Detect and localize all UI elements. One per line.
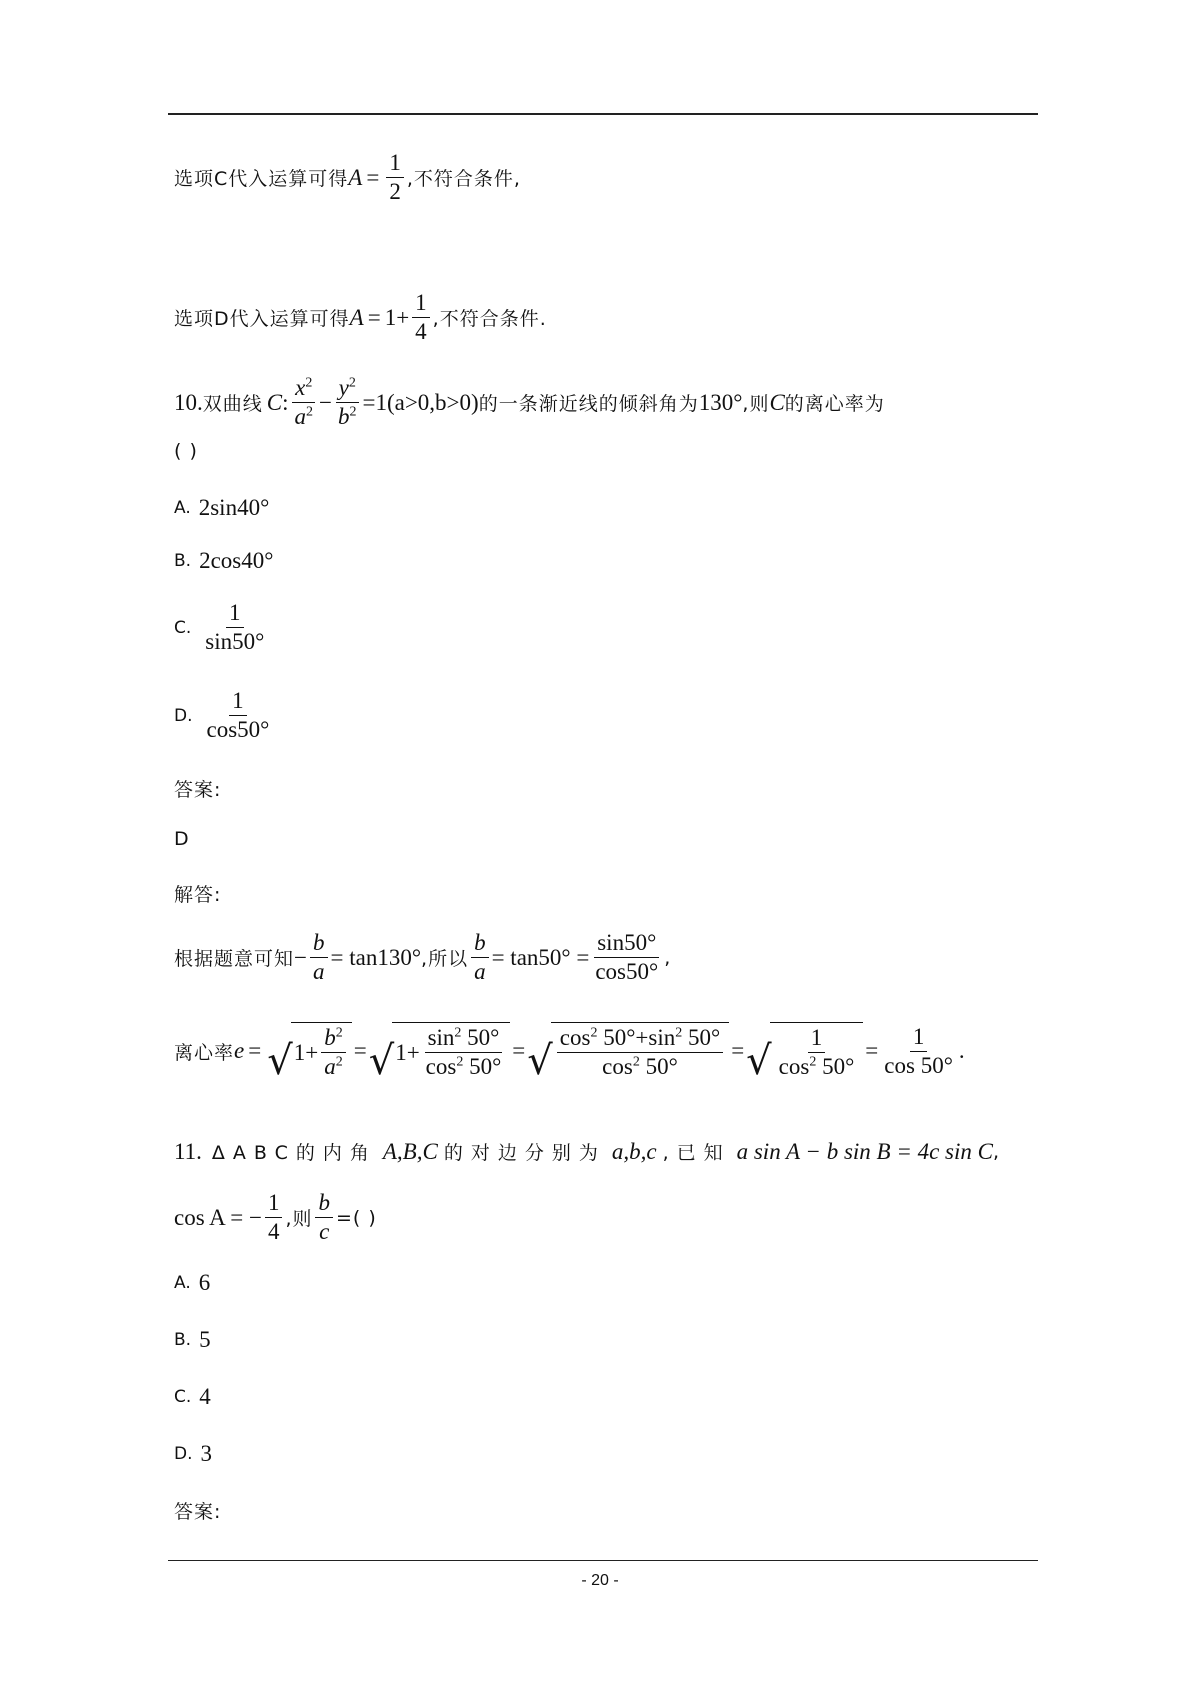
sqrt-1-over-cos2: √ $\frac{1}{\cos^2 50^\circ}$ — [746, 1022, 863, 1081]
header-rule — [168, 113, 1038, 115]
q11-answer-label: 答案: — [174, 1501, 222, 1523]
q11-option-c: C. 4 — [174, 1384, 211, 1409]
fraction-one-quarter: $\frac{1}{4}$ — [412, 290, 430, 346]
q11-option-b: B. 5 — [174, 1327, 211, 1352]
fraction-y2-over-b2: $\frac{y^2}{b^2}$ — [335, 375, 360, 431]
fraction-x2-over-a2: $\frac{x^2}{a^2}$ — [292, 375, 317, 431]
q10-answer-label: 答案: — [174, 779, 222, 801]
fraction-one-half: $\frac{1}{2}$ — [386, 150, 404, 206]
sqrt-1-plus-sin2-cos2: √ 1+ $\frac{\sin^2 50^\circ}{\cos^2 50^\circ}$ — [369, 1022, 511, 1081]
footer-rule — [168, 1560, 1038, 1561]
sqrt-1-plus-b2-a2: √ 1+ $\frac{b^2}{a^2}$ — [267, 1022, 351, 1081]
question-11-stem-2: cos A = − $\frac{1}{4}$ ,则 $\frac{b}{c}$ =( ) — [174, 1190, 377, 1245]
q10-answer: D — [174, 828, 190, 850]
question-11-stem: 11. ΔABC的内角 A,B,C 的对边分别为 a,b,c ,已知 a sin A − b sin B = 4c sin C , — [174, 1138, 1001, 1164]
sqrt-sum-over-cos2: √ $\frac{\cos^2 50^\circ+\sin^2 50^\circ}{\cos^2 50^\circ}$ — [527, 1022, 729, 1081]
question-10-stem: 10. 双曲线 C : $\frac{x^2}{a^2}$ − $\frac{y^2}{b^2}$ =1(a>0,b>0) 的一条渐近线的倾斜角为 130° ,则 C 的离心率为 — [174, 375, 885, 430]
q10-solution-label: 解答: — [174, 884, 222, 906]
page-number: - 20 - — [581, 1572, 619, 1589]
option-c-check-line: 选项C代入运算可得 A = $\frac{1}{2}$ ,不符合条件, — [174, 150, 521, 205]
q10-option-c: C. $\frac{1}{\sin 50^\circ}$ — [174, 600, 265, 655]
q10-option-a: A. 2sin40° — [174, 495, 270, 520]
q10-solution-line-2: 离心率 e = √ 1+ $\frac{b^2}{a^2}$ = √ 1+ $\frac{\sin^2 50^\circ}{\cos^2 50^\circ}$ = √ $\frac{\cos^2 50^\circ+\sin^2 50^\circ}{\cos^2 50^\circ}$ = √ $\frac{1}{\cos^2 50^\circ}$ = $\frac{1}{\cos 50^\circ}$ . — [174, 1023, 965, 1084]
option-d-check-line: 选项D代入运算可得 A = 1+ $\frac{1}{4}$ ,不符合条件. — [174, 290, 547, 345]
q10-option-b: B. 2cos40° — [174, 548, 274, 573]
q11-option-d: D. 3 — [174, 1441, 212, 1466]
q10-option-d: D. $\frac{1}{\cos 50^\circ}$ — [174, 688, 270, 743]
q11-option-a: A. 6 — [174, 1270, 211, 1295]
question-10-paren: ( ) — [174, 440, 198, 462]
q10-solution-line-1: 根据题意可知 − $\frac{b}{a}$ = tan130° ,所以 $\frac{b}{a}$ = tan50° = $\frac{\sin 50^\circ}{\cos 50^\circ}$ , — [174, 930, 672, 985]
